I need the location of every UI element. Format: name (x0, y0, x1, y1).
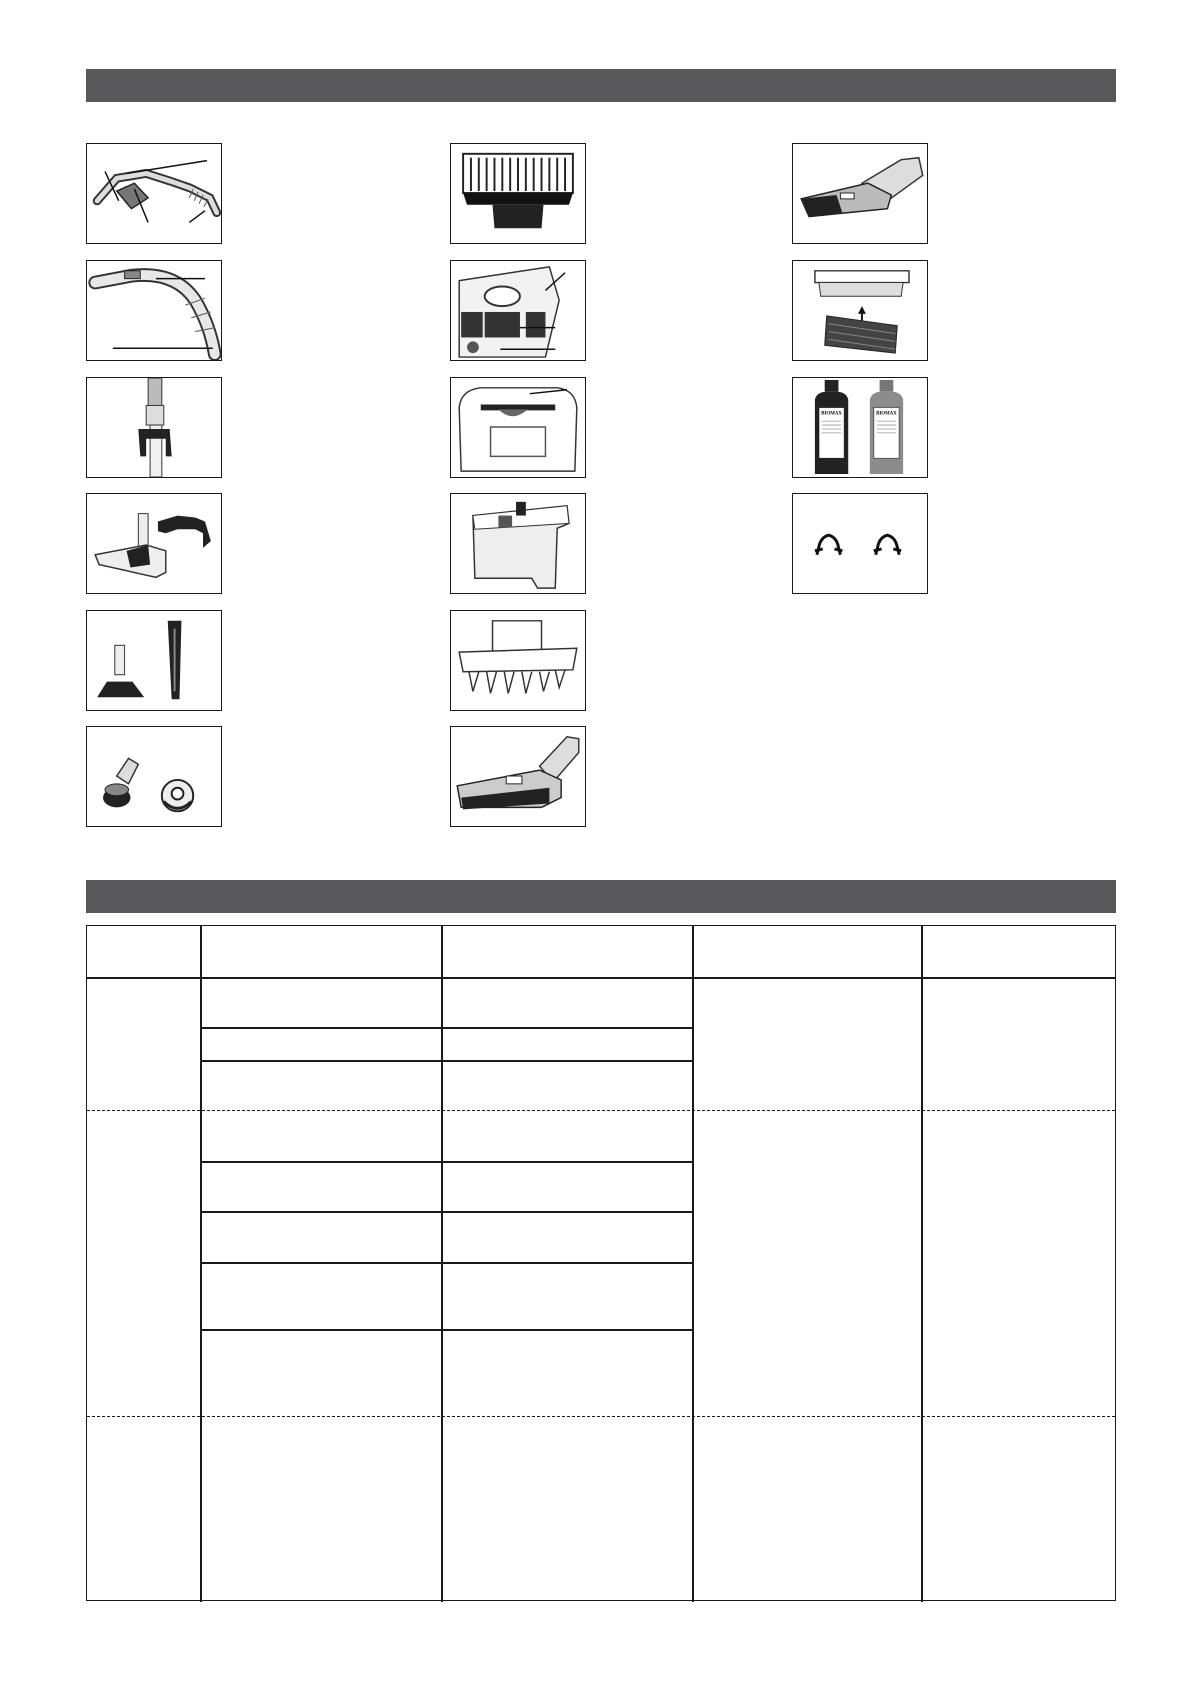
table-header-cell-5 (922, 926, 1117, 977)
table-header-cell-3 (442, 926, 692, 977)
tile-floor-nozzle (86, 493, 222, 594)
section-header-bar-accessories (86, 69, 1116, 102)
tile-handle-with-hose (86, 143, 222, 244)
filter-housing-icon (451, 261, 585, 360)
floor-nozzle-icon (87, 494, 221, 593)
hepa-filter-icon (451, 144, 585, 243)
table-col-divider-4 (921, 926, 923, 1602)
tile-telescopic-tube (86, 377, 222, 478)
table-row-separator (201, 1027, 692, 1029)
bottle-label-2: BIOMAX (876, 411, 897, 417)
tile-wet-cleaning-nozzle (450, 726, 586, 827)
table-col-divider-3 (692, 926, 694, 1602)
tile-squeegee-attachment (792, 260, 928, 361)
table-row-separator (201, 1060, 692, 1062)
tile-separator-basket (450, 610, 586, 711)
upholstery-and-crevice-nozzle-icon (87, 611, 221, 710)
tile-upholstery-crevice (86, 610, 222, 711)
table-header-cell-1 (87, 926, 200, 977)
table-row-separator (201, 1262, 692, 1264)
tile-water-tank-lid (450, 377, 586, 478)
table-group-separator (87, 1416, 1115, 1417)
squeegee-attachment-icon (793, 261, 927, 360)
curved-hose-handle-icon (87, 261, 221, 360)
tile-spray-extraction-nozzle (792, 143, 928, 244)
telescopic-tube-clip-icon (87, 378, 221, 477)
tile-cleaning-agent-bottles (792, 377, 928, 478)
table-header-cell-2 (201, 926, 441, 977)
tile-hose-clips (792, 493, 928, 594)
hose-clips-icon (793, 494, 927, 593)
water-tank-insert-icon (451, 494, 585, 593)
water-tank-lid-icon (451, 378, 585, 477)
table-row-separator (201, 1329, 692, 1331)
dusting-brush-icon (87, 727, 221, 826)
parts-table (86, 925, 1116, 1601)
spray-extraction-nozzle-icon (793, 144, 927, 243)
bottle-label-1: BIOMAX (821, 411, 842, 417)
section-header-bar-table (86, 880, 1116, 913)
tile-water-tank-insert (450, 493, 586, 594)
table-group-separator (87, 1110, 1115, 1111)
table-row-separator (201, 1211, 692, 1213)
tile-filter-housing (450, 260, 586, 361)
wet-cleaning-nozzle-icon (451, 727, 585, 826)
table-header-cell-4 (693, 926, 921, 977)
table-header-separator (87, 977, 1115, 979)
separator-basket-icon (451, 611, 585, 710)
tile-hepa-filter (450, 143, 586, 244)
table-row-separator (201, 1161, 692, 1163)
cleaning-agent-bottles-icon (793, 378, 927, 477)
tile-curved-hose-handle (86, 260, 222, 361)
handle-with-hose-icon (87, 144, 221, 243)
tile-dusting-brush (86, 726, 222, 827)
